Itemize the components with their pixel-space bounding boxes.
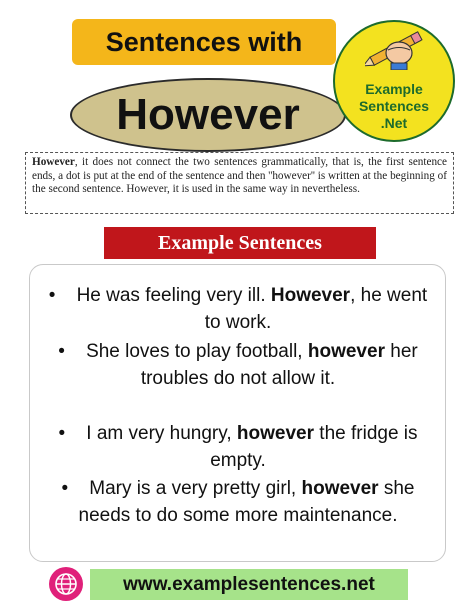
sentence-keyword: however [307, 341, 385, 362]
description-text: , it does not connect the two sentences grammatically, that is, the first sentence ends, a dot is put at the end of the sentence and then ''however'' is written at the beginning of the second sentence. However, it is used in the same way in nevertheless. [32, 156, 447, 195]
example-sentence-3 [44, 420, 432, 474]
example-sentence-4 [44, 475, 432, 529]
sentence-text: He was feeling very ill. [76, 285, 271, 306]
sentence-text: , he went to work. [204, 285, 428, 333]
sentence-text: She loves to play football, [86, 341, 308, 362]
description-box [25, 152, 454, 214]
bullet: • [61, 478, 69, 499]
sentence-text: I am very hungry, [86, 423, 237, 444]
description-lead: However [32, 156, 75, 168]
website-url-banner[interactable] [90, 569, 408, 600]
keyword-oval [70, 78, 346, 152]
example-sentences-heading [104, 227, 376, 259]
keyword-text: However [116, 90, 300, 139]
bullet: • [58, 423, 66, 444]
bullet: • [48, 285, 56, 306]
logo-line-2: Sentences [358, 98, 430, 114]
globe-icon [48, 566, 84, 602]
logo-line-3: .Net [380, 115, 408, 131]
sentence-text: Mary is a very pretty girl, [89, 478, 302, 499]
title-text: Sentences with [105, 26, 303, 57]
example-sentence-2 [44, 338, 432, 392]
sentence-text: she needs to do some more maintenance. [78, 478, 415, 526]
sentence-keyword: however [236, 423, 315, 444]
bullet: • [58, 341, 65, 362]
sentence-keyword: However [270, 285, 351, 306]
sentence-keyword: however [301, 478, 379, 499]
site-logo [333, 20, 455, 142]
heading-text: Example Sentences [158, 231, 322, 254]
logo-line-1: Example [365, 81, 423, 97]
example-sentence-1 [44, 282, 432, 336]
title-banner [72, 19, 336, 65]
sentence-text: her troubles do not allow it. [140, 341, 418, 389]
raised-fist-pencil-icon [365, 26, 431, 70]
website-url[interactable]: www.examplesentences.net [123, 573, 375, 595]
sentence-text: the fridge is empty. [210, 423, 418, 471]
